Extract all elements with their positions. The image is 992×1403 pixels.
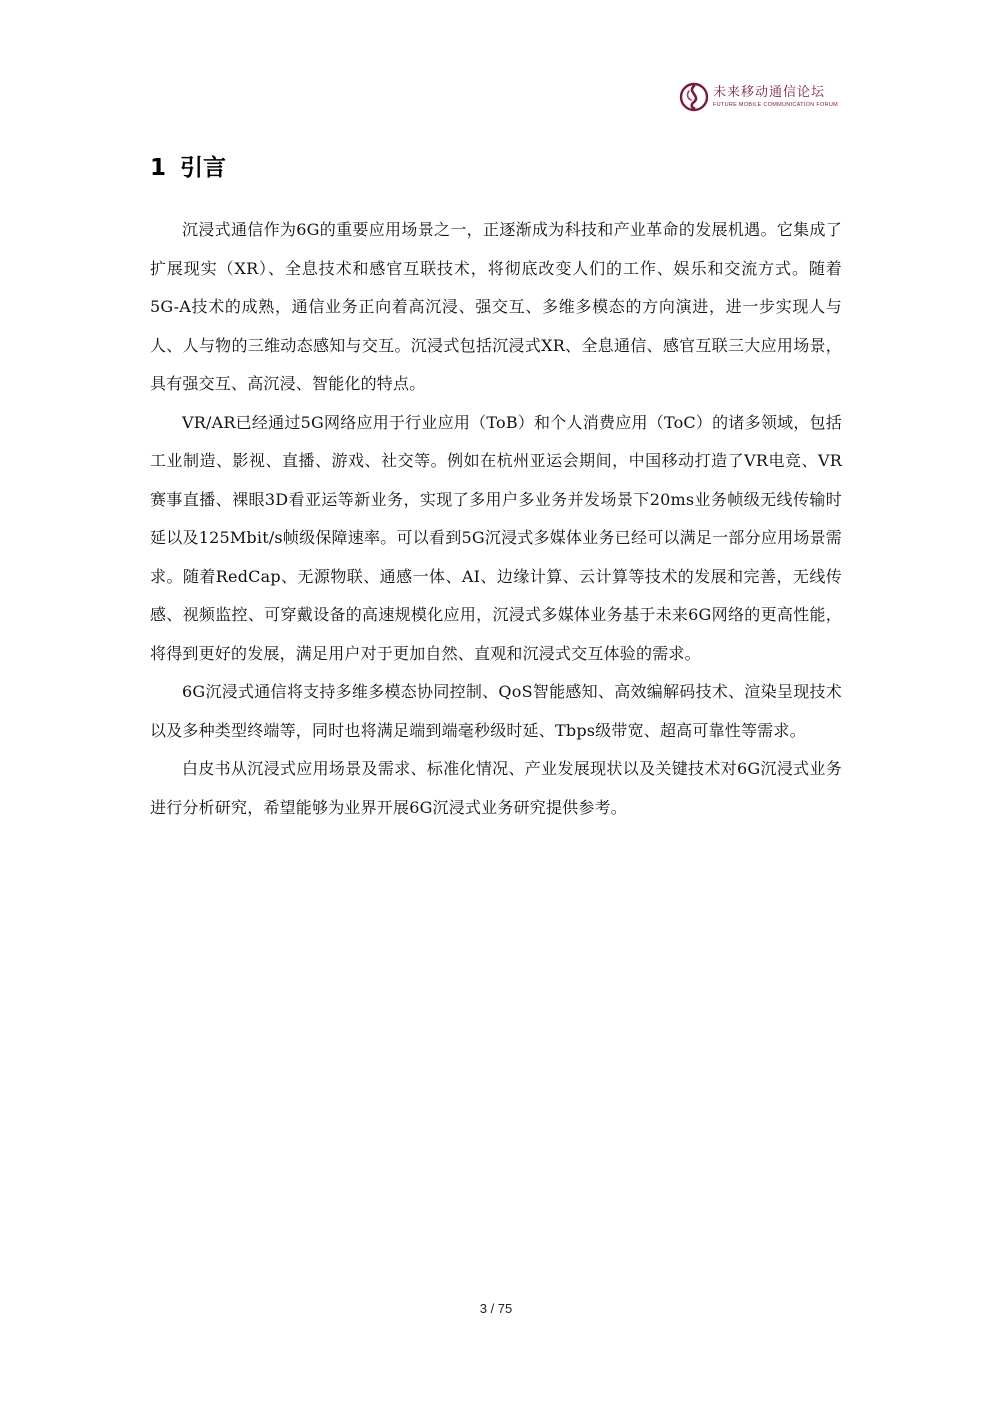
paragraph-vr-ar: VR/AR已经通过5G网络应用于行业应用（ToB）和个人消费应用（ToC）的诸多领域，包括工业制造、影视、直播、游戏、社交等。例如在杭州亚运会期间，中国移动打造了VR电竞、VR赛事直播、裸眼3D看亚运等新业务，实现了多用户多业务并发场景下20ms业务帧级无线传输时延以及125Mbit/s帧级保障速率。可以看到5G沉浸式多媒体业务已经可以满足一部分应用场景需求。随着RedCap、无源物联、通感一体、AI、边缘计算、云计算等技术的发展和完善，无线传感、视频监控、可穿戴设备的高速规模化应用，沉浸式多媒体业务基于未来6G网络的更高性能，将得到更好的发展，满足用户对于更加自然、直观和沉浸式交互体验的需求。 xyxy=(150,412,842,663)
paragraph-intro: 沉浸式通信作为6G的重要应用场景之一，正逐渐成为科技和产业革命的发展机遇。它集成了扩展现实（XR）、全息技术和感官互联技术，将彻底改变人们的工作、娱乐和交流方式。随着5G-A技术的成熟，通信业务正向着高沉浸、强交互、多维多模态的方向演进，进一步实现人与人、人与物的三维动态感知与交互。沉浸式包括沉浸式XR、全息通信、感官互联三大应用场景，具有强交互、高沉浸、智能化的特点。 xyxy=(150,220,842,393)
body-content xyxy=(150,211,842,827)
header-logo xyxy=(679,80,839,114)
logo-text xyxy=(713,82,838,112)
paragraph-6g-requirements: 6G沉浸式通信将支持多维多模态协同控制、QoS智能感知、高效编解码技术、渲染呈现技术以及多种类型终端等，同时也将满足端到端毫秒级时延、Tbps级带宽、超高可靠性等需求。 xyxy=(150,682,842,740)
page-number: 3 / 75 xyxy=(479,1301,513,1316)
logo-english-name: FUTURE MOBILE COMMUNICATION FORUM xyxy=(713,102,838,108)
section-heading xyxy=(150,148,226,188)
logo-chinese-name: 未来移动通信论坛 xyxy=(713,85,826,100)
section-number: 1 xyxy=(150,155,167,181)
section-title-text: 引言 xyxy=(180,155,227,181)
paragraph-whitepaper-scope: 白皮书从沉浸式应用场景及需求、标准化情况、产业发展现状以及关键技术对6G沉浸式业务进行分析研究，希望能够为业界开展6G沉浸式业务研究提供参考。 xyxy=(150,759,842,817)
forum-logo-icon xyxy=(679,82,709,112)
